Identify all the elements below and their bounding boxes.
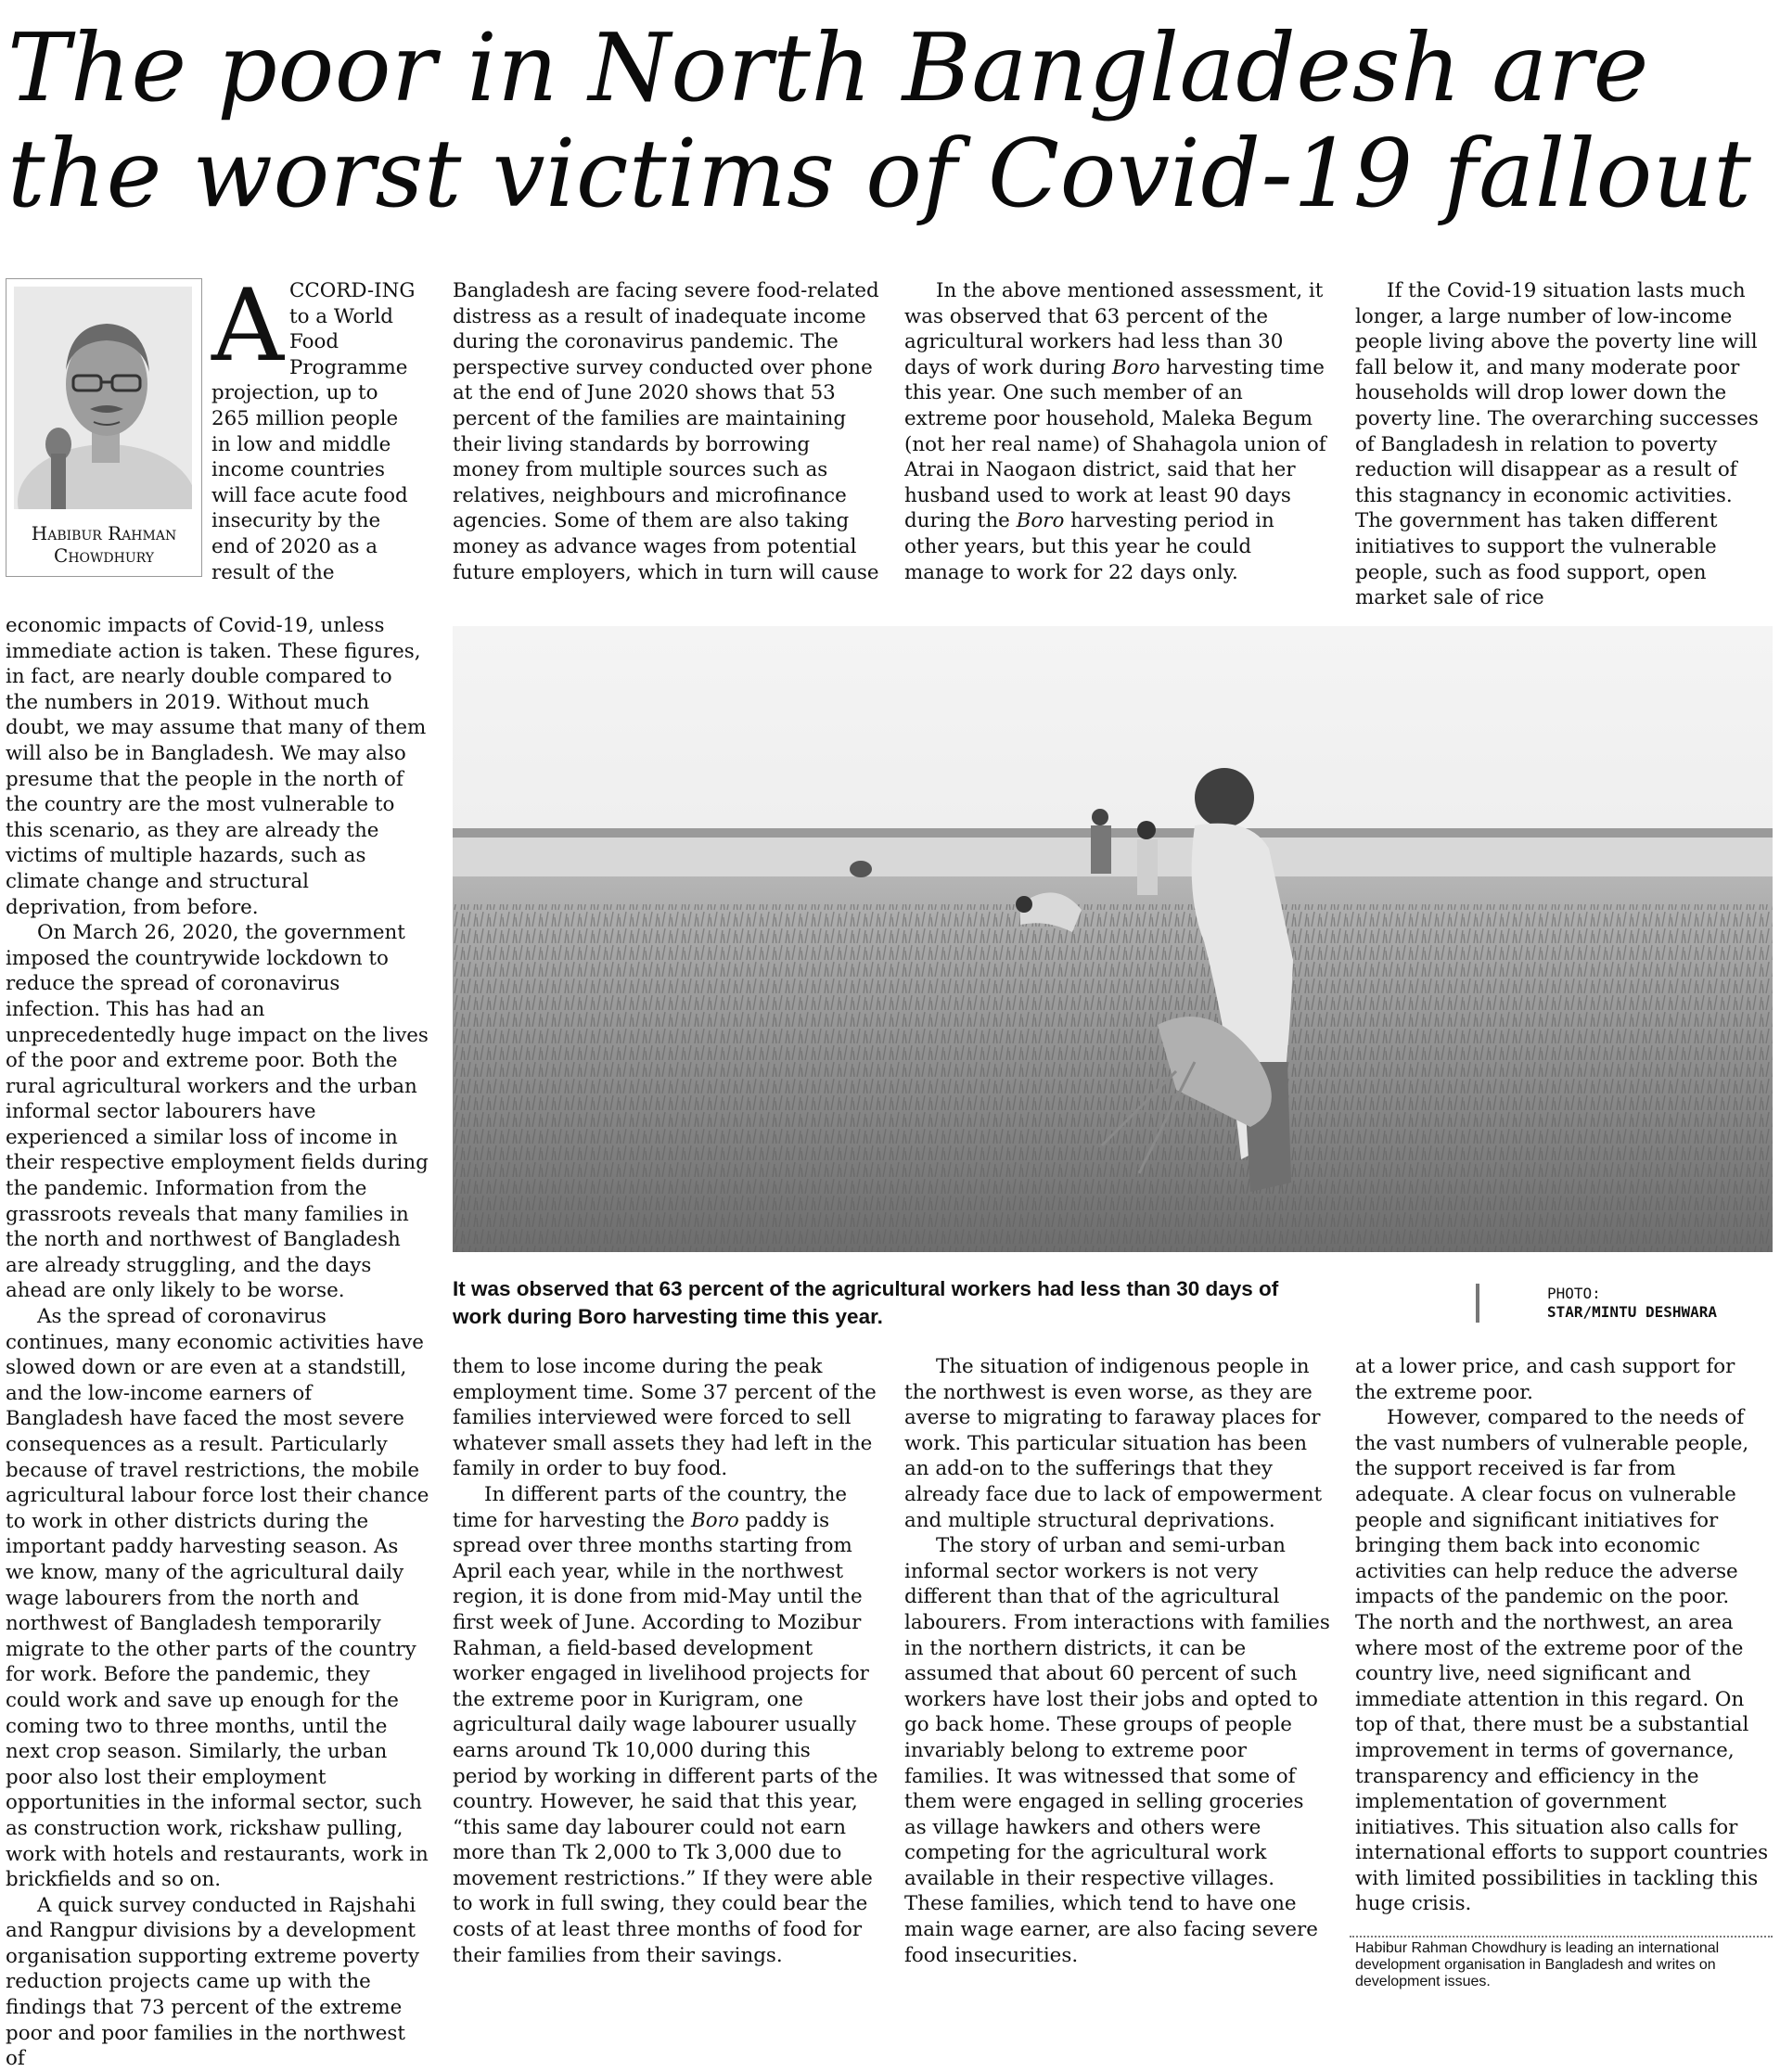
column-3-bottom — [904, 1354, 1331, 1968]
paragraph: A quick survey conducted in Rajshahi and Rangpur divisions by a development organisation supporting extreme poverty reduction projects came up with the findings that 73 percent of the extreme poor and poor families in the northwest of — [6, 1893, 419, 2071]
column-3-top — [904, 278, 1331, 585]
paragraph: at a lower price, and cash support for the extreme poor. — [1355, 1355, 1735, 1404]
author-bio: Habibur Rahman Chowdhury is leading an international development organisation in Bangladesh and writes on development issues. — [1355, 1940, 1720, 1989]
paragraph: In the above mentioned assessment, it was observed that 63 percent of the agricultural workers had less than 30 days of work during Boro harvesting time this year. One such member of an extreme poor household, Maleka Begum (not her real name) of Shahagola union of Atrai in Naogaon district, said that her husband used to work at least 90 days during the Boro harvesting period in other years, but this year he could manage to work for 22 days only. — [904, 279, 1326, 584]
paragraph: In different parts of the country, the time for harvesting the Boro paddy is spread over three months starting from April each year, while in the northwest region, it is done from mid-May until the first week of June. According to Mozibur Rahman, a field-based development worker engaged in livelihood projects for the extreme poor in Kurigram, one agricultural daily wage labourer usually earns around Tk 10,000 during this period by working in different parts of the country. However, he said that this year, “this same day labourer could not earn more than Tk 2,000 to Tk 3,000 due to movement restrictions.” If they were able to work in full swing, they could bear the costs of at least three months of food for their families from their savings. — [453, 1482, 878, 1967]
paragraph: However, compared to the needs of the vast numbers of vulnerable people, the support received is far from adequate. A clear focus on vulnerable people and significant initiatives for bringing them back into economic activities can help reduce the adverse impacts of the pandemic on the poor. The north and the northwest, an area where most of the extreme poor of the country live, need significant and immediate attention in this regard. On top of that, there must be a substantial improvement in terms of governance, transparency and efficiency in the implementation of government initiatives. This situation also calls for international efforts to support countries with limited possibilities in tackling this huge crisis. — [1355, 1406, 1769, 1916]
lead-paragraph: CCORD-ING to a World Food Programme projection, up to 265 million people in low and middle income countries will face acute food insecurity by the end of 2020 as a result of the — [211, 279, 416, 584]
paragraph: economic impacts of Covid-19, unless immediate action is taken. These figures, in fact, are nearly double compared to the numbers in 2019. Without much doubt, we may assume that many of them will also be in Bangladesh. We may also presume that the people in the north of the country are the most vulnerable to this scenario, as they are already the victims of multiple hazards, such as climate change and structural deprivation, from before. — [6, 614, 427, 919]
paragraph: The story of urban and semi-urban informal sector workers is not very different than that of the agricultural labourers. From interactions with families in the northern districts, it can be assumed that about 60 percent of such workers have lost their jobs and opted to go back home. These groups of people invariably belong to extreme poor families. It was witnessed that some of them were engaged in selling groceries as village hawkers and others were competing for the agricultural work available in their respective villages. These families, which tend to have one main wage earner, are also facing severe food insecurities. — [904, 1534, 1330, 1967]
headline: The poor in North Bangladesh are the worst victims of Covid-19 fallout — [7, 13, 1752, 228]
column-2-top — [453, 278, 879, 585]
author-portrait — [14, 287, 192, 509]
drop-cap: A — [211, 268, 284, 384]
paragraph: them to lose income during the peak employment time. Some 37 percent of the families interviewed were forced to sell whatever small assets they had left in the family in order to buy food. — [453, 1355, 877, 1481]
paragraph: On March 26, 2020, the government imposed the countrywide lockdown to reduce the spread of coronavirus infection. This has had an unprecedentedly huge impact on the lives of the poor and extreme poor. Both the rural agricultural workers and the urban informal sector labourers have experienced a similar loss of income in their respective employment fields during the pandemic. Information from the grassroots reveals that many families in the north and northwest of Bangladesh are already struggling, and the days ahead are only likely to be worse. — [6, 921, 429, 1303]
photo-caption: It was observed that 63 percent of the agricultural workers had less than 30 days of work during Boro harvesting time this year. — [453, 1277, 1279, 1328]
bio-divider — [1350, 1936, 1773, 1938]
column-4-bottom — [1355, 1354, 1773, 1917]
author-box — [6, 278, 202, 577]
column-1-bottom — [6, 613, 430, 2072]
paragraph: As the spread of coronavirus continues, many economic activities have slowed down or are even at a standstill, and the low-income earners of Bangladesh have faced the most severe consequences as a result. Particularly because of travel restrictions, the mobile agricultural labour force lost their chance to work in other districts during the important paddy harvesting season. As we know, many of the agricultural daily wage labourers from the north and northwest of Bangladesh temporarily migrate to the other parts of the country for work. Before the pandemic, they could work and save up enough for the coming two to three months, until the next crop season. Similarly, the urban poor also lost their employment opportunities in the informal sector, such as construction work, rickshaw pulling, work with hotels and restaurants, work in brickfields and so on. — [6, 1305, 429, 1892]
paragraph: Bangladesh are facing severe food-related distress as a result of inadequate income during the coronavirus pandemic. The perspective survey conducted over phone at the end of June 2020 shows that 53 percent of the families are maintaining their living standards by borrowing money from multiple sources such as relatives, neighbours and microfinance agencies. Some of them are also taking money as advance wages from potential future employers, which in turn will cause — [453, 279, 879, 584]
author-name: Habibur Rahman Chowdhury — [31, 522, 177, 567]
column-2-bottom — [453, 1354, 879, 1968]
column-4-top — [1355, 278, 1773, 611]
paragraph: The situation of indigenous people in the northwest is even worse, as they are averse to migrating to faraway places for work. This particular situation has been an add-on to the sufferings that they already face due to lack of empowerment and multiple structural deprivations. — [904, 1355, 1323, 1532]
credit-name: STAR/MINTU DESHWARA — [1547, 1303, 1718, 1321]
paragraph: If the Covid-19 situation lasts much longer, a large number of low-income people living above the poverty line will fall below it, and many moderate poor households will drop lower down the poverty line. The overarching successes of Bangladesh in relation to poverty reduction will disappear as a result of this stagnancy in economic activities. The government has taken different initiatives to support the vulnerable people, such as food support, open market sale of rice — [1355, 279, 1759, 610]
credit-divider — [1476, 1284, 1479, 1323]
harvest-photo — [453, 626, 1773, 1252]
photo-credit — [1547, 1285, 1717, 1322]
credit-label: PHOTO: — [1547, 1285, 1601, 1302]
column-1-top — [211, 268, 419, 585]
